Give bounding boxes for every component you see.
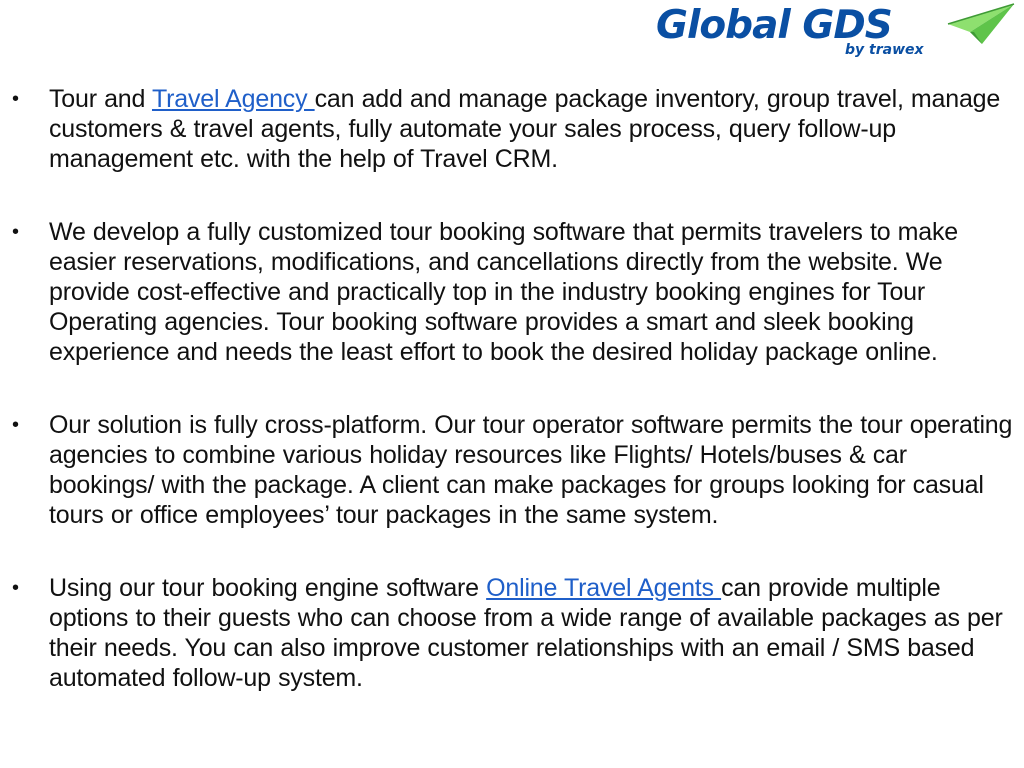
paragraph-text: We develop a fully customized tour booking software that permits travelers to make easier reservations, modifications, and cancellations directly from the website. We provide cost-effective and practically top in the industry booking engines for Tour Operating agencies. Tour booking software provides a smart and sleek booking experience and needs the least effort to book the desired holiday package online. bbox=[49, 218, 959, 366]
bullet-item-cross-platform bbox=[12, 410, 1018, 530]
bullet-item-custom-software bbox=[12, 217, 1018, 367]
bullet-dot: • bbox=[12, 88, 19, 110]
global-gds-logo bbox=[652, 0, 1024, 66]
logo-subtitle: by trawex bbox=[845, 42, 924, 58]
bullet-dot: • bbox=[12, 221, 19, 243]
paragraph-text-start: Using our tour booking engine software bbox=[49, 574, 487, 602]
bullet-dot: • bbox=[12, 577, 19, 599]
travel-agency-link[interactable]: Travel Agency bbox=[151, 85, 315, 113]
paragraph-text-end: can add and manage package inventory, group travel, manage customers & travel agents, fully automate your sales process, query follow-up management etc. with the help of Travel CRM. bbox=[49, 85, 1001, 173]
online-travel-agents-link[interactable]: Online Travel Agents bbox=[486, 574, 722, 602]
paragraph-text: Our solution is fully cross-platform. Our tour operator software permits the tour operating agencies to combine various holiday resources like Flights/ Hotels/buses & car bookings/ with the package. A client can make packages for groups looking for casual tours or office employees’ tour packages in the same system. bbox=[49, 411, 1013, 529]
bullet-item-online-agents bbox=[12, 573, 1018, 693]
paragraph-text-start: Tour and bbox=[49, 85, 152, 113]
bullet-item-travel-crm bbox=[12, 84, 1018, 174]
bullet-dot: • bbox=[12, 414, 19, 436]
bullet-list bbox=[12, 84, 1018, 736]
logo-title: Global GDS bbox=[656, 3, 892, 48]
paper-plane-icon bbox=[946, 2, 1016, 46]
paragraph-text-end: can provide multiple options to their guests who can choose from a wide range of available packages as per their needs. You can also improve customer relationships with an email / SMS based automated follow-up system. bbox=[49, 574, 1003, 692]
